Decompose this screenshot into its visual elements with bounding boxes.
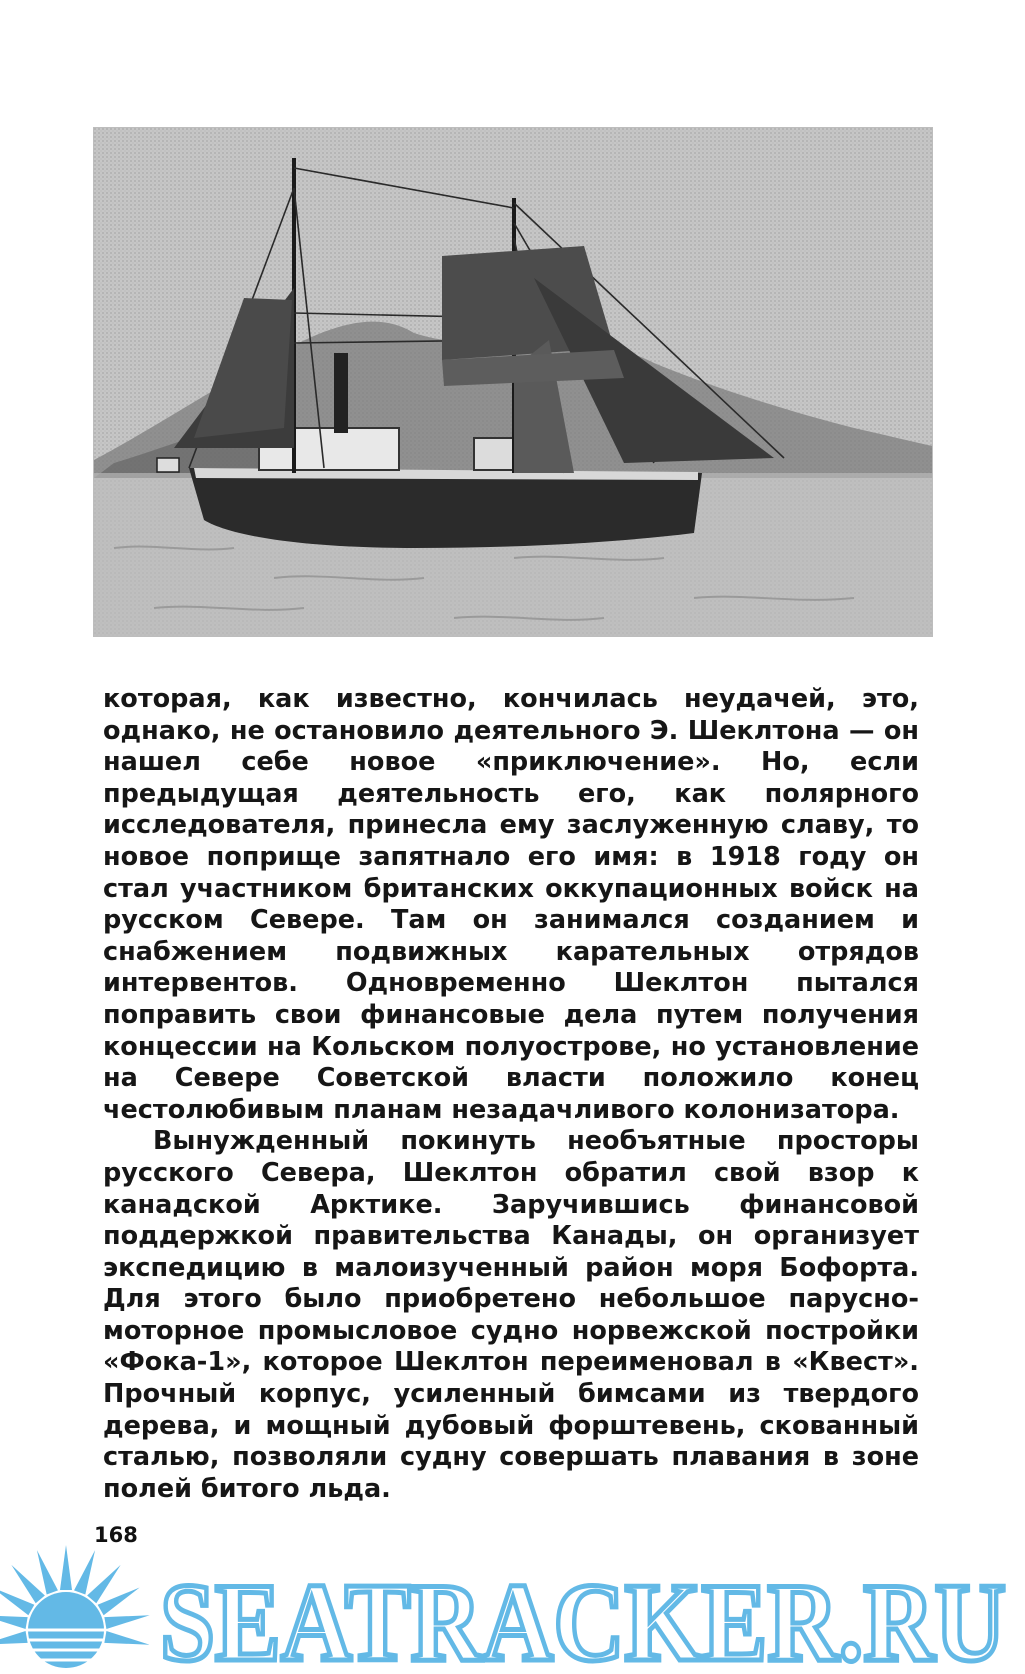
ship-drawing [94,128,932,636]
paragraph-2: Вынужденный покинуть необъятные просторы русского Севера, Шеклтон обратил свой взор к канадской Арктике. Заручившись финансовой поддержкой правительства Канады, он организует экспедицию в малоизученный район моря Бофорта. Для этого было приобретено небольшое парусно-моторное промысловое судно норвежской постройки «Фока-1», которое Шеклтон переименовал в «Квест». Прочный корпус, усиленный бимсами из твердого дерева, и мощный дубовый форштевень, скованный сталью, позволяли судну совершать плавания в зоне полей битого льда. [103,1126,919,1504]
page-number: 168 [94,1523,138,1547]
article-text [103,684,919,1505]
watermark-logo [0,1520,1025,1674]
sun-icon [0,1545,151,1668]
seatracker-watermark [0,1520,1025,1674]
watermark-text: SEATRACKER.RU [160,1561,1006,1674]
ship-illustration [93,127,933,637]
paragraph-1: которая, как известно, кончилась неудачей, это, однако, не остановило деятельного Э. Шеклтона — он нашел себе новое «приключение». Но, если предыдущая деятельность его, как полярного исследователя, принесла ему заслуженную славу, то новое поприще запятнало его имя: в 1918 году он стал участником британских оккупационных войск на русском Севере. Там он занимался созданием и снабжением подвижных карательных отрядов интервентов. Одновременно Шеклтон пытался поправить свои финансовые дела путем получения концессии на Кольском полуострове, но установление на Севере Советской власти положило конец честолюбивым планам незадачливого колонизатора. [103,684,919,1125]
